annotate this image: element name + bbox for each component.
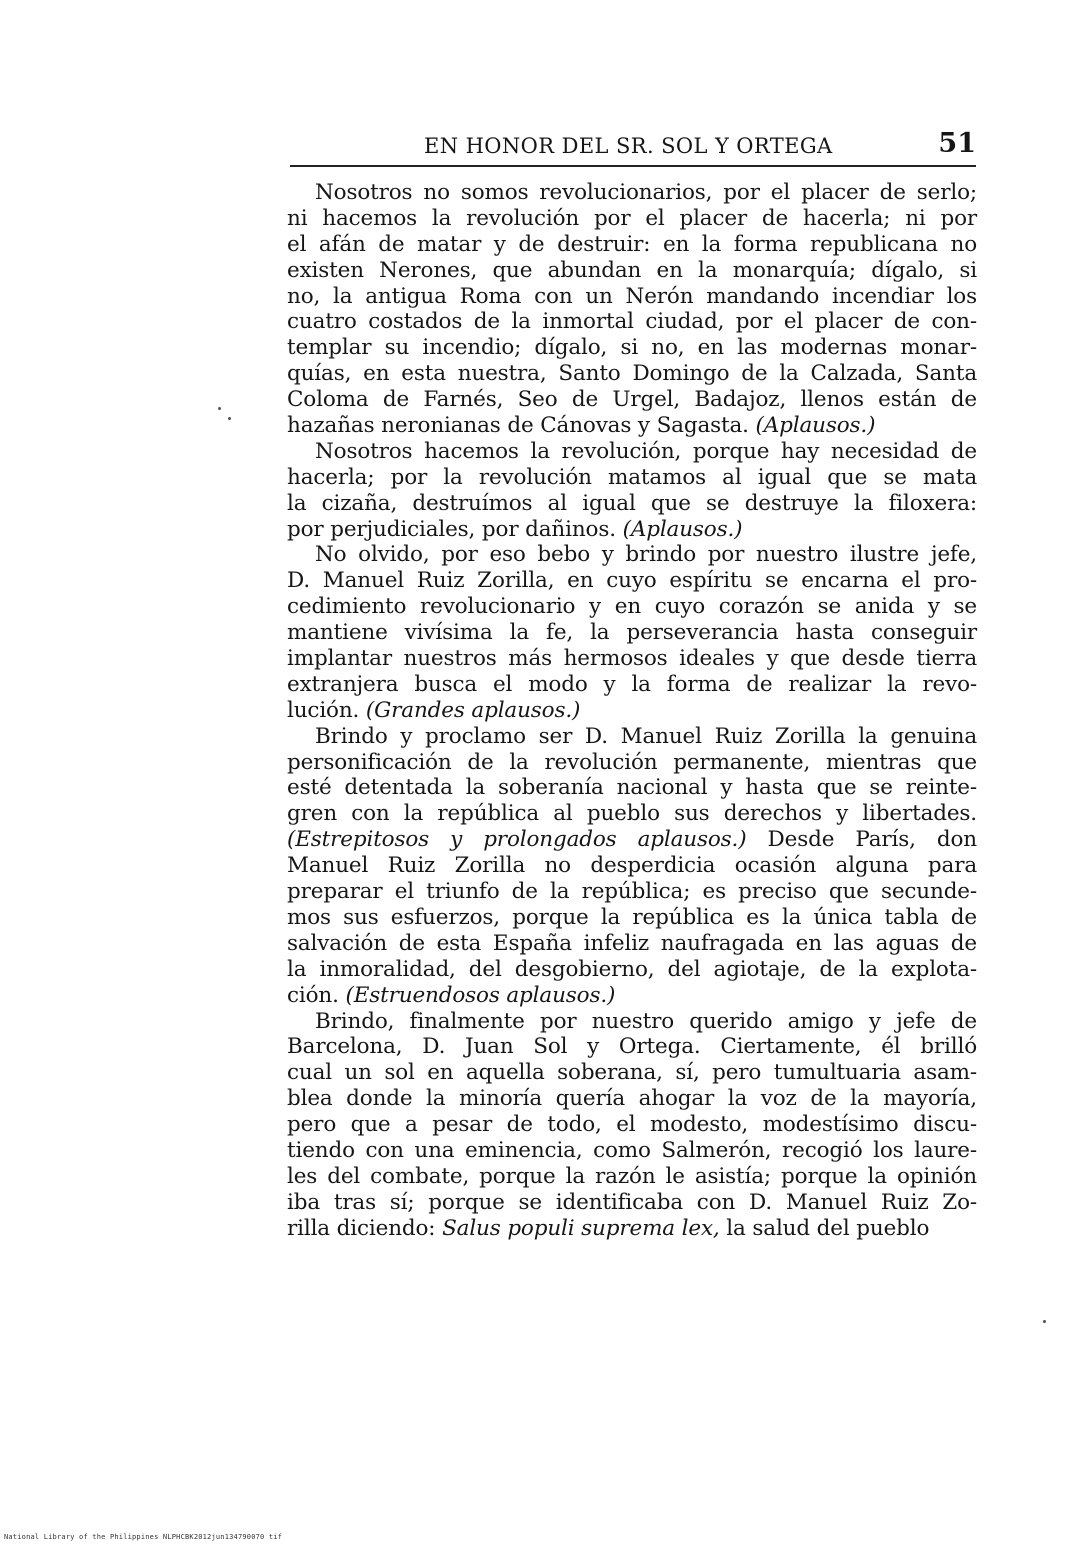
scan-speck [218,407,221,410]
text-line: preparar el triunfo de la república; es preciso que secunde- [287,879,977,905]
text-line: no, la antigua Roma con un Nerón mandando incendiar los [287,283,977,309]
text-line: ni hacemos la revolución por el placer de hacerla; ni por [287,205,977,231]
header-rule [290,165,976,167]
text-line: lución. (Grandes aplausos.) [287,697,581,723]
italic-phrase: (Estruendosos aplausos.) [345,982,616,1008]
text-line: Nosotros no somos revolucionarios, por el placer de serlo; [315,180,977,205]
text-line: Brindo, finalmente por nuestro querido amigo y jefe de [315,1008,977,1034]
text-line: esté detentada la soberanía nacional y hasta que se reinte- [287,775,977,801]
running-title: EN HONOR DEL SR. SOL Y ORTEGA [424,134,833,158]
page-number: 51 [938,128,976,159]
text-line: salvación de esta España infeliz naufragada en las aguas de [287,930,977,956]
paragraph [287,542,977,723]
text-line: cual un sol en aquella soberana, sí, pero tumultuaria asam- [287,1060,977,1086]
text-line: ción. (Estruendosos aplausos.) [287,982,616,1008]
text-line: extranjera busca el modo y la forma de realizar la revo- [287,671,977,697]
text-line: gren con la república al pueblo sus derechos y libertades. [287,801,977,827]
scan-speck [228,417,231,420]
text-line: cuatro costados de la inmortal ciudad, por el placer de con- [287,309,977,335]
body-text [287,180,977,1242]
text-line: quías, en esta nuestra, Santo Domingo de la Calzada, Santa [287,361,977,387]
text-line: Nosotros hacemos la revolución, porque hay necesidad de [315,438,977,464]
text-line: la inmoralidad, del desgobierno, del agiotaje, de la explota- [287,956,977,982]
text-line: hazañas neronianas de Cánovas y Sagasta. (Aplausos.) [287,413,876,439]
page-header [290,128,978,168]
text-line: Manuel Ruiz Zorilla no desperdicia ocasión alguna para [287,853,977,879]
text-line: No olvido, por eso bebo y brindo por nuestro ilustre jefe, [315,542,977,568]
scan-footer: National Library of the Philippines NLPHCBK2012jun134790070 tif [4,1533,283,1541]
text-line: por perjudiciales, por dañinos. (Aplausos.) [287,516,743,542]
text-line: mantiene vivísima la fe, la perseverancia hasta conseguir [287,620,977,646]
text-line: (Estrepitosos y prolongados aplausos.) Desde París, don [287,827,977,853]
text-line: Brindo y proclamo ser D. Manuel Ruiz Zorilla la genuina [315,723,977,749]
text-line: D. Manuel Ruiz Zorilla, en cuyo espíritu se encarna el pro- [287,568,977,594]
text-line: Coloma de Farnés, Seo de Urgel, Badajoz, llenos están de [287,387,977,413]
italic-phrase: (Grandes aplausos.) [365,697,581,723]
text-line: iba tras sí; porque se identificaba con D. Manuel Ruiz Zo- [287,1189,977,1215]
paragraph [287,439,977,543]
italic-phrase: Salus populi suprema lex, [442,1215,720,1241]
text-line: blea donde la minoría quería ahogar la voz de la mayoría, [287,1086,977,1112]
paragraph [287,724,977,1009]
paragraph [287,180,977,439]
text-line: templar su incendio; dígalo, si no, en las modernas monar- [287,335,977,361]
paragraph [287,1009,977,1242]
text-line: tiendo con una eminencia, como Salmerón, recogió los laure- [287,1137,977,1163]
text-line: el afán de matar y de destruir: en la forma republicana no [287,231,977,257]
italic-phrase: (Aplausos.) [622,516,743,542]
text-line: les del combate, porque la razón le asistía; porque la opinión [287,1163,977,1189]
scan-speck [1043,1320,1046,1323]
italic-phrase: (Aplausos.) [755,413,876,439]
italic-phrase: (Estrepitosos y prolongados aplausos.) [287,827,747,853]
text-line: personificación de la revolución permanente, mientras que [287,749,977,775]
text-line: Barcelona, D. Juan Sol y Ortega. Ciertamente, él brilló [287,1034,977,1060]
text-line: pero que a pesar de todo, el modesto, modestísimo discu- [287,1112,977,1138]
text-line: cedimiento revolucionario y en cuyo corazón se anida y se [287,594,977,620]
text-line: mos sus esfuerzos, porque la república es la única tabla de [287,904,977,930]
text-line: implantar nuestros más hermosos ideales y que desde tierra [287,646,977,672]
text-line: hacerla; por la revolución matamos al igual que se mata [287,464,977,490]
text-line: rilla diciendo: Salus populi suprema lex, la salud del pueblo [287,1215,930,1241]
text-line: la cizaña, destruímos al igual que se destruye la filoxera: [287,490,977,516]
text-line: existen Nerones, que abundan en la monarquía; dígalo, si [287,257,977,283]
